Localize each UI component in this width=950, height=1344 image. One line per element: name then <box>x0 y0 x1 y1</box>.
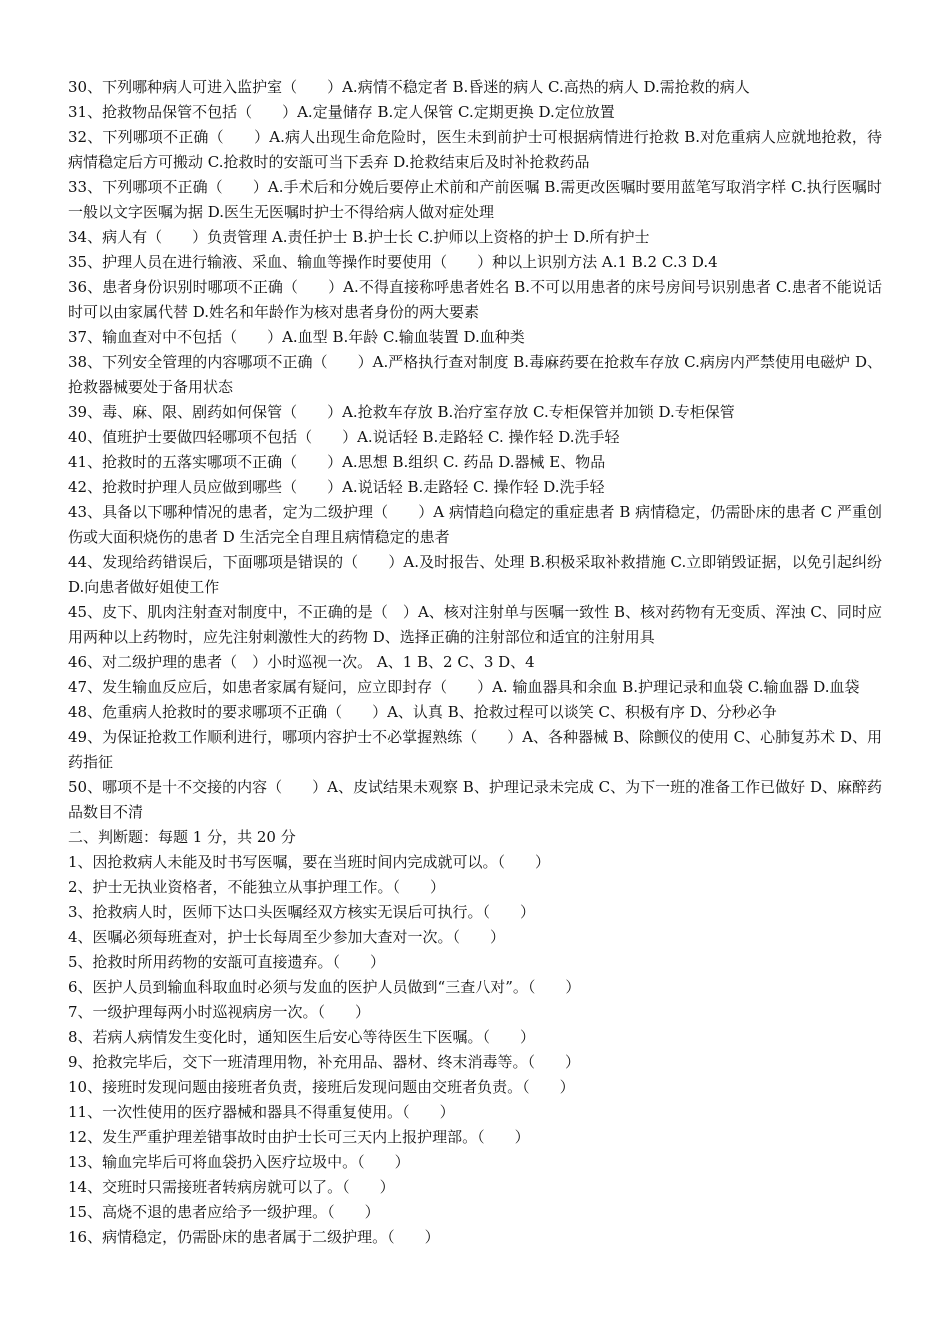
judgment-9: 9、抢救完毕后，交下一班清理用物，补充用品、器材、终末消毒等。（ ） <box>68 1053 581 1071</box>
judgment-11: 11、一次性使用的医疗器械和器具不得重复使用。（ ） <box>68 1103 455 1121</box>
judgment-1: 1、因抢救病人未能及时书写医嘱，要在当班时间内完成就可以。（ ） <box>68 853 551 871</box>
question-39: 39、毒、麻、限、剧药如何保管（ ）A.抢救车存放 B.治疗室存放 C.专柜保管并加锁 D.专柜保管 <box>68 403 735 421</box>
judgment-4: 4、医嘱必须每班查对，护士长每周至少参加大查对一次。（ ） <box>68 928 506 946</box>
judgment-8: 8、若病人病情发生变化时，通知医生后安心等待医生下医嘱。（ ） <box>68 1028 536 1046</box>
question-45: 45、皮下、肌肉注射查对制度中，不正确的是（ ）A、核对注射单与医嘱一致性 B、核对药物有无变质、浑浊 C、同时应用两种以上药物时，应先注射刺激性大的药物 D、选择正确的注射部位和适宜的注射用具 <box>68 603 882 646</box>
question-43: 43、具备以下哪种情况的患者，定为二级护理（ ）A 病情趋向稳定的重症患者 B 病情稳定，仍需卧床的患者 C 严重创伤或大面积烧伤的患者 D 生活完全自理且病情稳定的患者 <box>68 503 882 546</box>
judgment-6: 6、医护人员到输血科取血时必须与发血的医护人员做到“三查八对”。（ ） <box>68 978 581 996</box>
question-33: 33、下列哪项不正确（ ）A.手术后和分娩后要停止术前和产前医嘱 B.需更改医嘱时要用蓝笔写取消字样 C.执行医嘱时一般以文字医嘱为据 D.医生无医嘱时护士不得给病人做对症处理 <box>68 178 882 221</box>
question-41: 41、抢救时的五落实哪项不正确（ ）A.思想 B.组织 C. 药品 D.器械 E、物品 <box>68 453 606 471</box>
question-38: 38、下列安全管理的内容哪项不正确（ ）A.严格执行查对制度 B.毒麻药要在抢救车存放 C.病房内严禁使用电磁炉 D、抢救器械要处于备用状态 <box>68 353 882 396</box>
judgment-7: 7、一级护理每两小时巡视病房一次。（ ） <box>68 1003 371 1021</box>
judgment-10: 10、接班时发现问题由接班者负责，接班后发现问题由交班者负责。（ ） <box>68 1078 575 1096</box>
question-37: 37、输血查对中不包括（ ）A.血型 B.年龄 C.输血装置 D.血种类 <box>68 328 525 346</box>
question-44: 44、发现给药错误后，下面哪项是错误的（ ）A.及时报告、处理 B.积极采取补救措施 C.立即销毁证据，以免引起纠纷 D.向患者做好姐使工作 <box>68 553 887 596</box>
judgment-3: 3、抢救病人时，医师下达口头医嘱经双方核实无误后可执行。（ ） <box>68 903 536 921</box>
question-31: 31、抢救物品保管不包括（ ）A.定量储存 B.定人保管 C.定期更换 D.定位放置 <box>68 103 615 121</box>
choice-question-list <box>68 75 887 825</box>
question-35: 35、护理人员在进行输液、采血、输血等操作时要使用（ ）种以上识别方法 A.1 B.2 C.3 D.4 <box>68 253 718 271</box>
question-48: 48、危重病人抢救时的要求哪项不正确（ ）A、认真 B、抢救过程可以谈笑 C、积极有序 D、分秒必争 <box>68 703 777 721</box>
question-32: 32、下列哪项不正确（ ）A.病人出现生命危险时，医生未到前护士可根据病情进行抢救 B.对危重病人应就地抢救，待病情稳定后方可搬动 C.抢救时的安瓿可当下丢弃 D.抢救结束后及时补抢救药品 <box>68 128 882 171</box>
question-46: 46、对二级护理的患者（ ）小时巡视一次。 A、1 B、2 C、3 D、4 <box>68 653 535 671</box>
question-36: 36、患者身份识别时哪项不正确（ ）A.不得直接称呼患者姓名 B.不可以用患者的床号房间号识别患者 C.患者不能说话时可以由家属代替 D.姓名和年龄作为核对患者身份的两大要素 <box>68 278 882 321</box>
question-50: 50、哪项不是十不交接的内容（ ）A、皮试结果未观察 B、护理记录未完成 C、为下一班的准备工作已做好 D、麻醉药品数目不清 <box>68 778 882 821</box>
judgment-12: 12、发生严重护理差错事故时由护士长可三天内上报护理部。（ ） <box>68 1128 530 1146</box>
judgment-13: 13、输血完毕后可将血袋扔入医疗垃圾中。（ ） <box>68 1153 410 1171</box>
question-49: 49、为保证抢救工作顺利进行，哪项内容护士不必掌握熟练（ ）A、各种器械 B、除颤仪的使用 C、心肺复苏术 D、用药指征 <box>68 728 882 771</box>
question-47: 47、发生输血反应后，如患者家属有疑问，应立即封存（ ）A. 输血器具和余血 B.护理记录和血袋 C.输血器 D.血袋 <box>68 678 860 696</box>
question-30: 30、下列哪种病人可进入监护室（ ）A.病情不稳定者 B.昏迷的病人 C.高热的病人 D.需抢救的病人 <box>68 78 750 96</box>
question-42: 42、抢救时护理人员应做到哪些（ ）A.说话轻 B.走路轻 C. 操作轻 D.洗手轻 <box>68 478 605 496</box>
judgment-15: 15、高烧不退的患者应给予一级护理。（ ） <box>68 1203 380 1221</box>
question-34: 34、病人有（ ）负责管理 A.责任护士 B.护士长 C.护师以上资格的护士 D.所有护士 <box>68 228 650 246</box>
section-header-judgment: 二、判断题：每题 1 分，共 20 分 <box>68 828 296 846</box>
judgment-14: 14、交班时只需接班者转病房就可以了。（ ） <box>68 1178 395 1196</box>
judgment-16: 16、病情稳定，仍需卧床的患者属于二级护理。（ ） <box>68 1228 440 1246</box>
judgment-5: 5、抢救时所用药物的安瓿可直接遗弃。（ ） <box>68 953 386 971</box>
judgment-2: 2、护士无执业资格者，不能独立从事护理工作。（ ） <box>68 878 446 896</box>
question-40: 40、值班护士要做四轻哪项不包括（ ）A.说话轻 B.走路轻 C. 操作轻 D.洗手轻 <box>68 428 620 446</box>
judgment-question-list <box>68 850 882 1250</box>
